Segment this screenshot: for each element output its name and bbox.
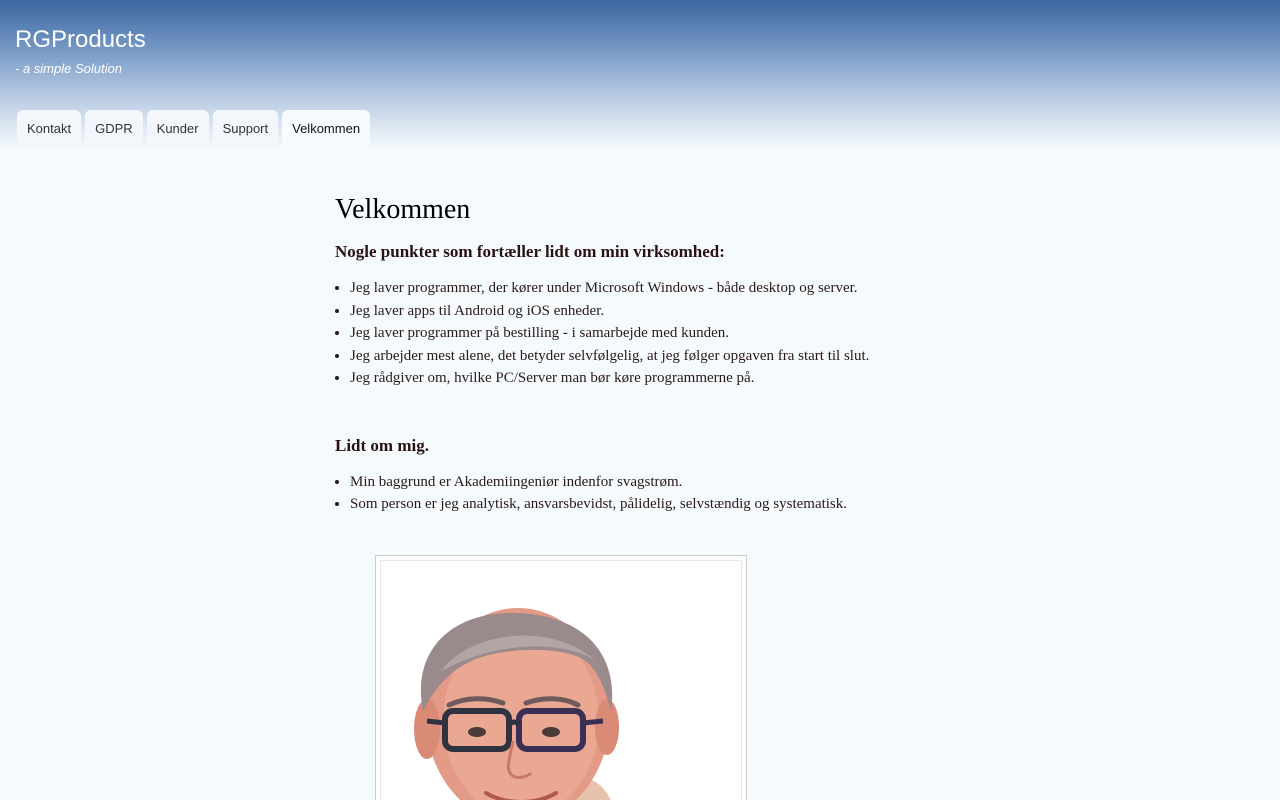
main-nav [17,110,370,148]
list-item: • Jeg arbejder mest alene, det betyder selvfølgelig, at jeg følger opgaven fra start til slut. [350,345,955,368]
tab-support[interactable]: Support [213,110,279,148]
main-content [335,190,955,516]
tab-velkommen[interactable]: Velkommen [282,110,370,148]
business-points-list [335,277,955,390]
site-tagline: - a simple Solution [15,61,122,76]
about-points-list [335,471,955,516]
section-heading-about: Lidt om mig. [335,435,429,455]
site-header [0,0,1280,150]
list-item: • Jeg laver apps til Android og iOS enheder. [350,300,955,323]
list-item: • Jeg laver programmer på bestilling - i samarbejde med kunden. [350,322,955,345]
page-title: Velkommen [335,194,471,225]
site-title[interactable]: RGProducts [15,26,146,53]
tab-kontakt[interactable]: Kontakt [17,110,81,148]
tab-gdpr[interactable]: GDPR [85,110,143,148]
tab-kunder[interactable]: Kunder [147,110,209,148]
section-heading-business: Nogle punkter som fortæller lidt om min virksomhed: [335,242,725,261]
profile-photo [380,560,742,800]
list-item: • Jeg laver programmer, der kører under Microsoft Windows - både desktop og server. [350,277,955,300]
list-item: • Som person er jeg analytisk, ansvarsbevidst, pålidelig, selvstændig og systematisk. [350,493,955,516]
list-item: • Jeg rådgiver om, hvilke PC/Server man bør køre programmerne på. [350,367,955,390]
profile-photo-frame [375,555,747,800]
list-item: • Min baggrund er Akademiingeniør indenfor svagstrøm. [350,471,955,494]
person-portrait-icon [381,561,742,800]
